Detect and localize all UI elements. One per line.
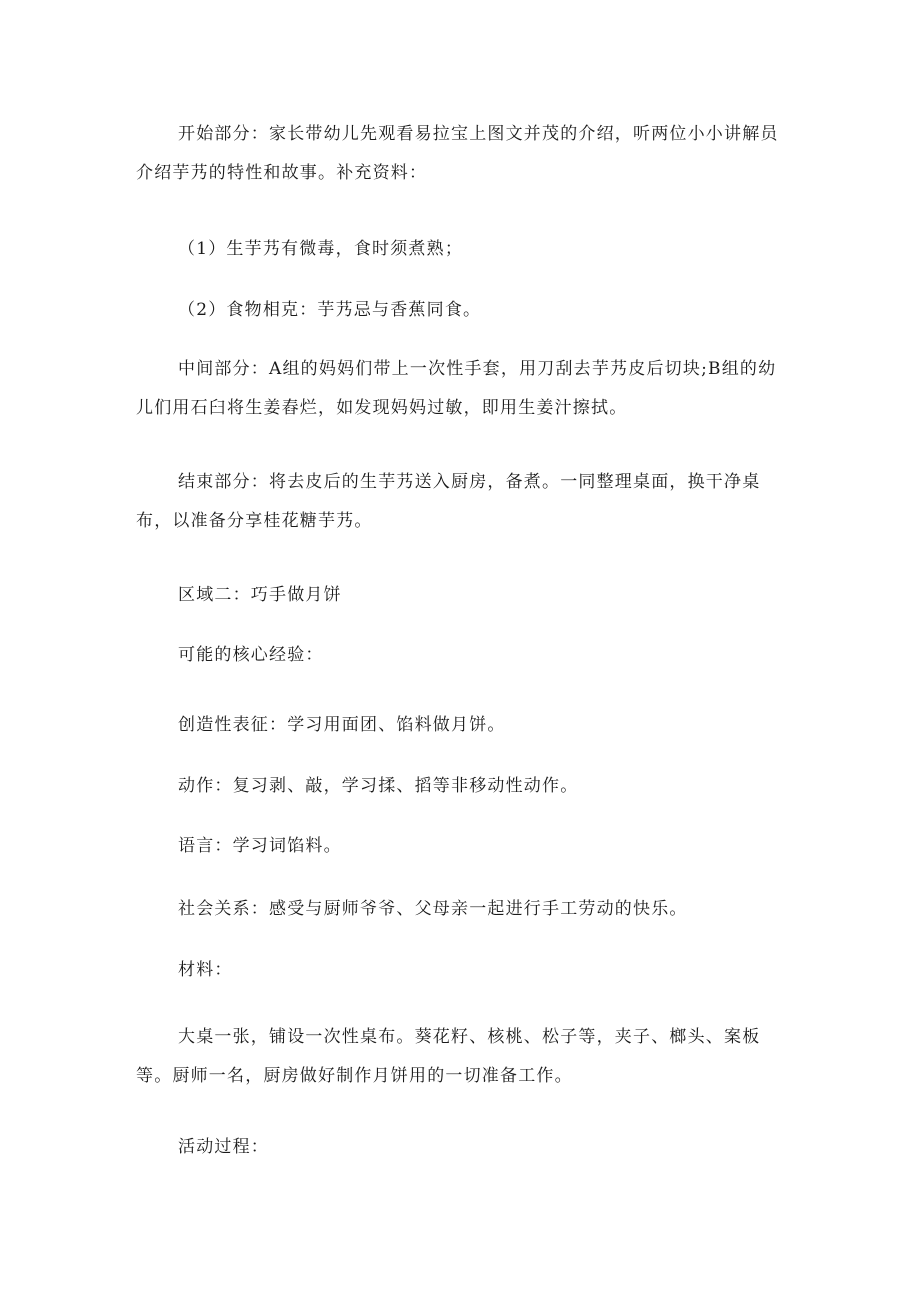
paragraph-activity-process: 活动过程： bbox=[178, 1137, 269, 1157]
section-heading-area-two: 区域二：巧手做月饼 bbox=[178, 585, 342, 605]
paragraph-ending-part: 结束部分：将去皮后的生芋艿送入厨房，备煮。一同整理桌面，换干净桌布，以准备分享桂花糖芋艿。 bbox=[136, 472, 761, 531]
paragraph-supplement-2: （2）食物相克：芋艿忌与香蕉同食。 bbox=[178, 300, 482, 320]
paragraph-language: 语言：学习词馅料。 bbox=[178, 836, 342, 856]
paragraph-social-relations: 社会关系：感受与厨师爷爷、父母亲一起进行手工劳动的快乐。 bbox=[178, 899, 688, 919]
paragraph-middle-part: 中间部分：A组的妈妈们带上一次性手套，用刀刮去芋艿皮后切块;B组的幼儿们用石臼将生姜舂烂，如发现妈妈过敏，即用生姜汁擦拭。 bbox=[136, 359, 777, 418]
paragraph-materials-detail: 大桌一张，铺设一次性桌布。葵花籽、核桃、松子等，夹子、榔头、案板等。厨师一名，厨房做好制作月饼用的一切准备工作。 bbox=[136, 1027, 761, 1086]
paragraph-supplement-1: （1）生芋艿有微毒，食时须煮熟； bbox=[178, 239, 464, 259]
paragraph-materials-label: 材料： bbox=[178, 960, 233, 980]
paragraph-core-experience: 可能的核心经验： bbox=[178, 645, 324, 665]
paragraph-motion: 动作：复习剥、敲，学习揉、搯等非移动性动作。 bbox=[178, 776, 579, 796]
paragraph-creative-representation: 创造性表征：学习用面团、馅料做月饼。 bbox=[178, 715, 506, 735]
paragraph-opening-part: 开始部分：家长带幼儿先观看易拉宝上图文并茂的介绍，听两位小小讲解员介绍芋艿的特性和故事。补充资料： bbox=[136, 124, 779, 183]
